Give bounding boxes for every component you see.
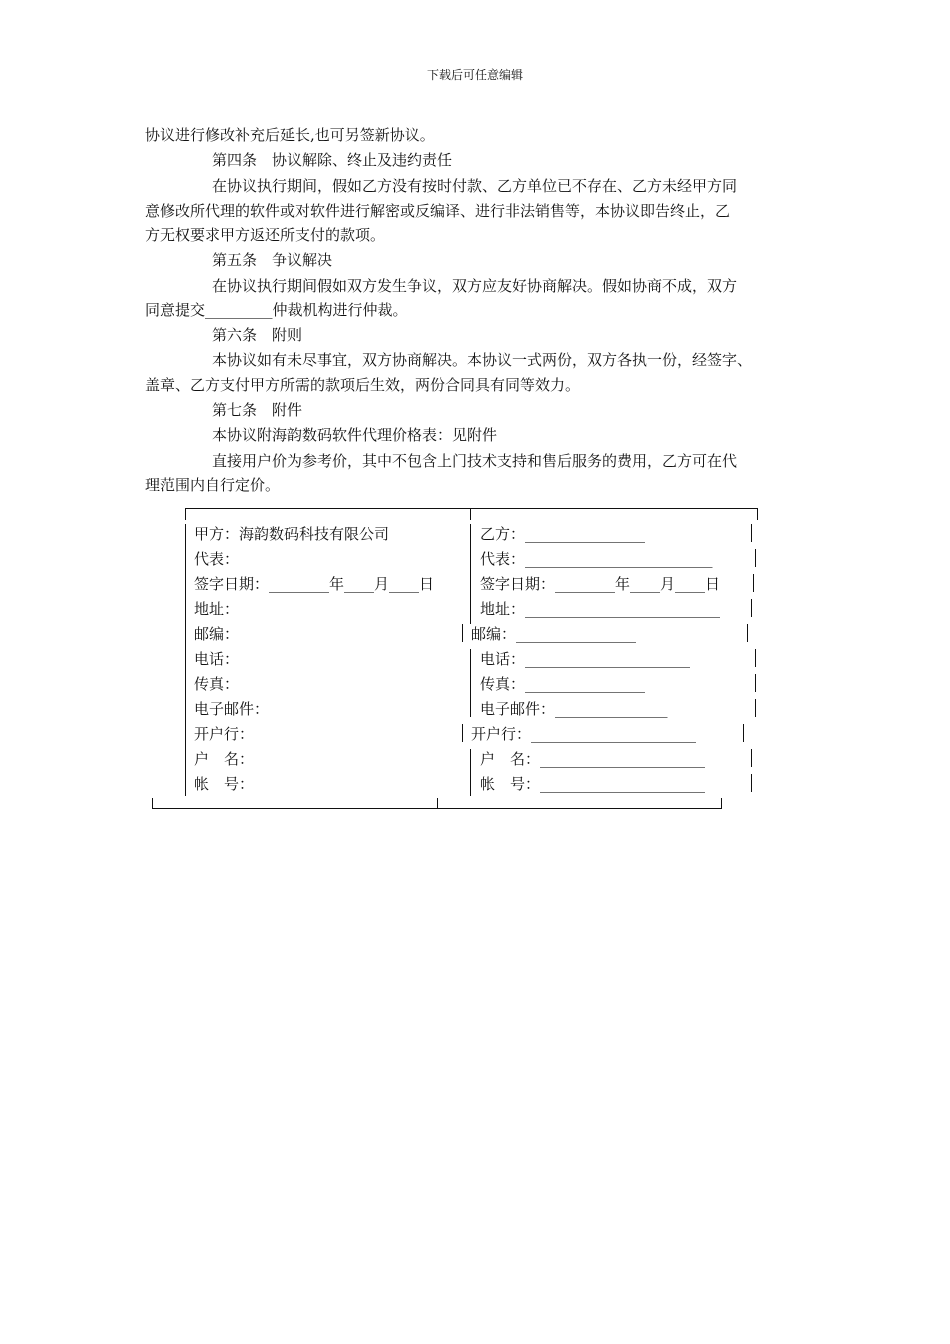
table-right-border — [755, 549, 756, 567]
table-right-border — [753, 574, 754, 592]
party-a-account-name: 户 名： — [194, 750, 255, 768]
table-middle-divider — [470, 524, 471, 624]
party-a-account-number: 帐 号： — [194, 775, 255, 793]
table-middle-divider — [470, 749, 471, 796]
body-line: 同意提交_________仲裁机构进行仲裁。 — [145, 301, 408, 319]
party-b-representative: 代表：_________________________ — [480, 550, 713, 568]
body-line: 意修改所代理的软件或对软件进行解密或反编译、进行非法销售等，本协议即告终止，乙 — [145, 202, 731, 220]
table-corner-bl — [152, 798, 153, 809]
page-header: 下载后可任意编辑 — [426, 68, 523, 82]
body-line: 在协议执行期间，假如乙方没有按时付款、乙方单位已不存在、乙方未经甲方同 — [212, 177, 738, 195]
body-line: 本协议附海韵数码软件代理价格表：见附件 — [212, 426, 498, 444]
article-heading: 第六条 附则 — [212, 326, 303, 344]
party-a-fax: 传真： — [194, 675, 240, 693]
table-right-border — [747, 624, 748, 642]
table-corner-tl — [185, 508, 186, 520]
party-a-postcode: 邮编： — [194, 625, 240, 643]
party-b-account-name: 户 名：______________________ — [480, 750, 706, 768]
table-right-border — [751, 524, 752, 542]
party-a-email: 电子邮件： — [194, 700, 270, 718]
table-bottom-divider — [437, 798, 438, 809]
article-heading: 第七条 附件 — [212, 401, 303, 419]
table-middle-divider — [470, 649, 471, 717]
table-right-border — [743, 724, 744, 742]
body-line: 协议进行修改补充后延长,也可另签新协议。 — [145, 126, 435, 144]
table-left-border — [185, 524, 186, 796]
table-right-border — [751, 599, 752, 617]
party-b-sign-date: 签字日期：________年____月____日 — [480, 575, 721, 593]
party-b-name: 乙方：________________ — [480, 525, 646, 543]
party-b-address: 地址：__________________________ — [480, 600, 721, 618]
party-a-name: 甲方：海韵数码科技有限公司 — [194, 525, 390, 543]
table-middle-divider — [462, 724, 463, 742]
party-b-postcode: 邮编：________________ — [471, 625, 637, 643]
party-a-sign-date: 签字日期：________年____月____日 — [194, 575, 435, 593]
table-right-border — [751, 749, 752, 767]
article-heading: 第五条 争议解决 — [212, 251, 333, 269]
party-a-address: 地址： — [194, 600, 240, 618]
signature-table — [150, 504, 758, 809]
party-a-phone: 电话： — [194, 650, 240, 668]
table-top-divider — [470, 508, 471, 520]
body-line: 方无权要求甲方返还所支付的款项。 — [145, 226, 386, 244]
party-b-phone: 电话：______________________ — [480, 650, 691, 668]
table-right-border — [751, 774, 752, 792]
body-line: 在协议执行期间假如双方发生争议，双方应友好协商解决。假如协商不成，双方 — [212, 277, 738, 295]
body-line: 直接用户价为参考价，其中不包含上门技术支持和售后服务的费用，乙方可在代 — [212, 452, 738, 470]
party-b-email: 电子邮件：_______________ — [480, 700, 668, 718]
table-middle-divider — [462, 624, 463, 642]
party-b-bank: 开户行：______________________ — [471, 725, 697, 743]
table-top-border — [185, 508, 758, 509]
table-right-border — [755, 649, 756, 667]
body-line: 盖章、乙方支付甲方所需的款项后生效，两份合同具有同等效力。 — [145, 376, 581, 394]
party-b-fax: 传真：________________ — [480, 675, 646, 693]
table-corner-br — [721, 798, 722, 809]
party-a-representative: 代表： — [194, 550, 240, 568]
article-heading: 第四条 协议解除、终止及违约责任 — [212, 151, 453, 169]
table-right-border — [755, 674, 756, 692]
body-line: 理范围内自行定价。 — [145, 476, 281, 494]
party-b-account-number: 帐 号：______________________ — [480, 775, 706, 793]
party-a-bank: 开户行： — [194, 725, 255, 743]
body-line: 本协议如有未尽事宜，双方协商解决。本协议一式两份，双方各执一份，经签字、 — [212, 351, 753, 369]
table-right-border — [755, 699, 756, 717]
table-corner-tr — [757, 508, 758, 520]
